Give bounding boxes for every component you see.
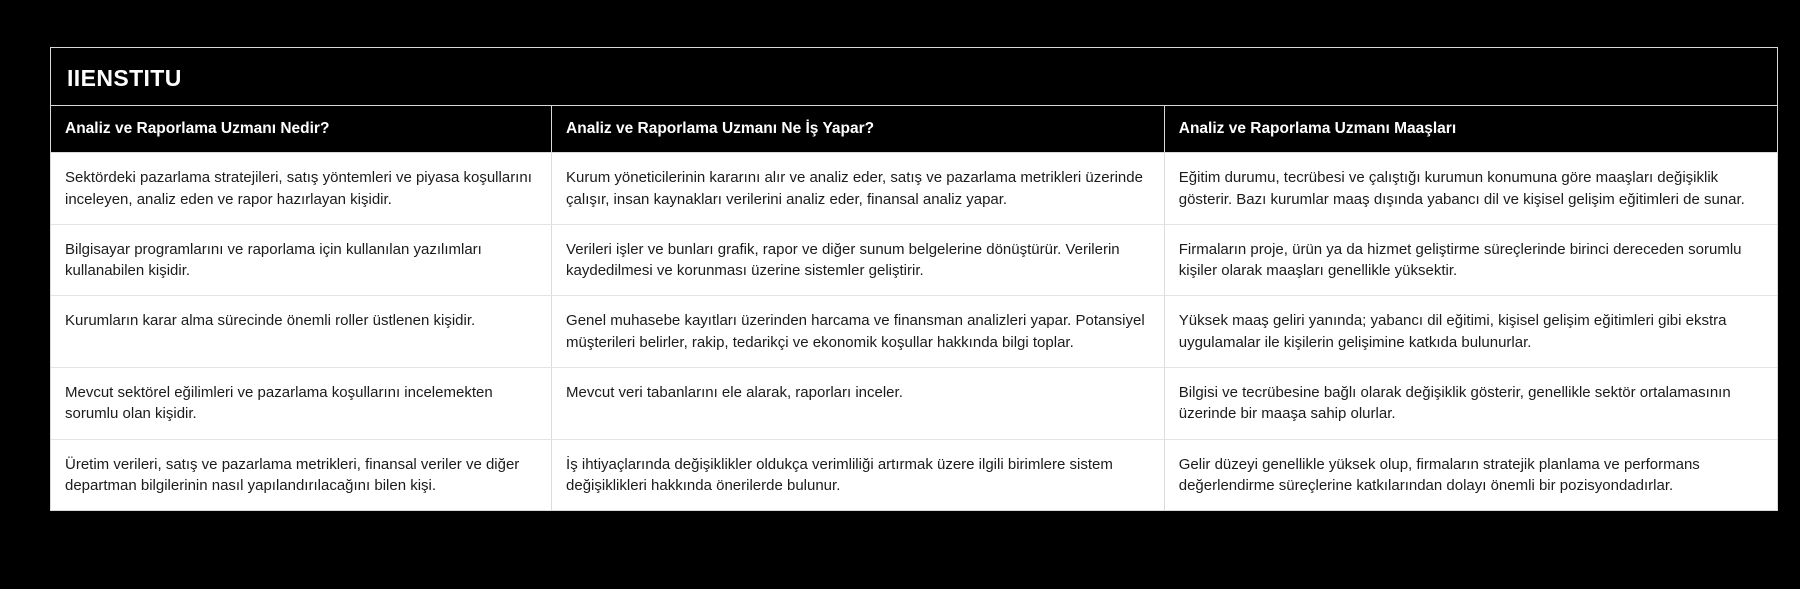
cell-text: Verileri işler ve bunları grafik, rapor ve diğer sunum belgelerine dönüştürür. Verilerin kaydedilmesi ve korunması üzerine sistemler geliştirir. (566, 240, 1120, 280)
cell-text: Bilgisayar programlarını ve raporlama için kullanılan yazılımları kullanabilen kişidir. (65, 240, 482, 280)
cell-text: Mevcut sektörel eğilimleri ve pazarlama koşullarını incelemekten sorumlu olan kişidir. (65, 384, 493, 423)
table-row (51, 296, 1777, 368)
table-cell (51, 153, 552, 225)
table-cell (1164, 439, 1777, 510)
cell-text: Yüksek maaş geliri yanında; yabancı dil eğitimi, kişisel gelişim eğitimleri gibi ekstra uygulamalar ile kişilerin gelişimine katkıda bulunurlar. (1178, 312, 1727, 351)
cell-text: Kurum yöneticilerinin kararını alır ve analiz eder, satış ve pazarlama metrikleri üzerinde çalışır, insan kaynakları verilerini analiz eder, finansal analiz yapar. (566, 169, 1143, 208)
cell-text: Eğitim durumu, tecrübesi ve çalıştığı kurumun konumuna göre maaşları değişiklik gösterir. Bazı kurumlar maaş dışında yabancı dil ve kişisel gelişim eğitimleri de sunar. (1178, 169, 1745, 208)
table-cell (51, 439, 552, 510)
table-cell (552, 439, 1165, 510)
cell-text: Sektördeki pazarlama stratejileri, satış yöntemleri ve piyasa koşullarını inceleyen, analiz eden ve rapor hazırlayan kişidir. (65, 169, 532, 208)
table-cell (51, 368, 552, 440)
cell-text: Üretim verileri, satış ve pazarlama metrikleri, finansal veriler ve diğer departman bilgilerinin nasıl yapılandırılacağını bilen kişi. (65, 455, 520, 494)
column-header-maaslari: Analiz ve Raporlama Uzmanı Maaşları (1164, 106, 1777, 153)
table-cell (552, 153, 1165, 225)
cell-text: Kurumların karar alma sürecinde önemli roller üstlenen kişidir. (65, 312, 476, 330)
cell-text: İş ihtiyaçlarında değişiklikler oldukça verimliliği artırmak üzere ilgili birimlere sistem değişiklikleri hakkında önerilerde bulunur. (566, 455, 1113, 494)
table-cell (552, 224, 1165, 296)
table-cell (51, 224, 552, 296)
cell-text: Genel muhasebe kayıtları üzerinden harcama ve finansman analizleri yapar. Potansiyel müşterileri belirler, rakip, tedarikçi ve ekonomik koşullar hakkında bilgi toplar. (566, 312, 1145, 351)
table-cell (1164, 153, 1777, 225)
table-cell (51, 296, 552, 368)
table-header-row (51, 106, 1777, 153)
brand-title: IIENSTITU (67, 65, 182, 91)
table-row (51, 439, 1777, 510)
table-cell (552, 296, 1165, 368)
table-body (51, 153, 1777, 510)
table-row (51, 224, 1777, 296)
cell-text: Mevcut veri tabanlarını ele alarak, raporları inceler. (566, 384, 903, 402)
content-card (50, 47, 1778, 511)
table-cell (1164, 296, 1777, 368)
brand-bar (51, 48, 1777, 105)
table-head (51, 106, 1777, 153)
table-row (51, 368, 1777, 440)
table-cell (1164, 224, 1777, 296)
column-header-ne-is-yapar: Analiz ve Raporlama Uzmanı Ne İş Yapar? (552, 106, 1165, 153)
column-header-nedir: Analiz ve Raporlama Uzmanı Nedir? (51, 106, 552, 153)
cell-text: Bilgisi ve tecrübesine bağlı olarak değişiklik gösterir, genellikle sektör ortalamasının üzerinde bir maaşa sahip olurlar. (1178, 384, 1731, 423)
cell-text: Gelir düzeyi genellikle yüksek olup, firmaların stratejik planlama ve performans değerlendirme süreçlerine katkılarından dolayı önemli bir pozisyondadırlar. (1178, 455, 1700, 494)
comparison-table (51, 105, 1777, 510)
table-row (51, 153, 1777, 225)
table-cell (552, 368, 1165, 440)
table-cell (1164, 368, 1777, 440)
cell-text: Firmaların proje, ürün ya da hizmet geliştirme süreçlerinde birinci dereceden sorumlu kişiler olarak maaşları genellikle yüksektir. (1178, 240, 1742, 280)
